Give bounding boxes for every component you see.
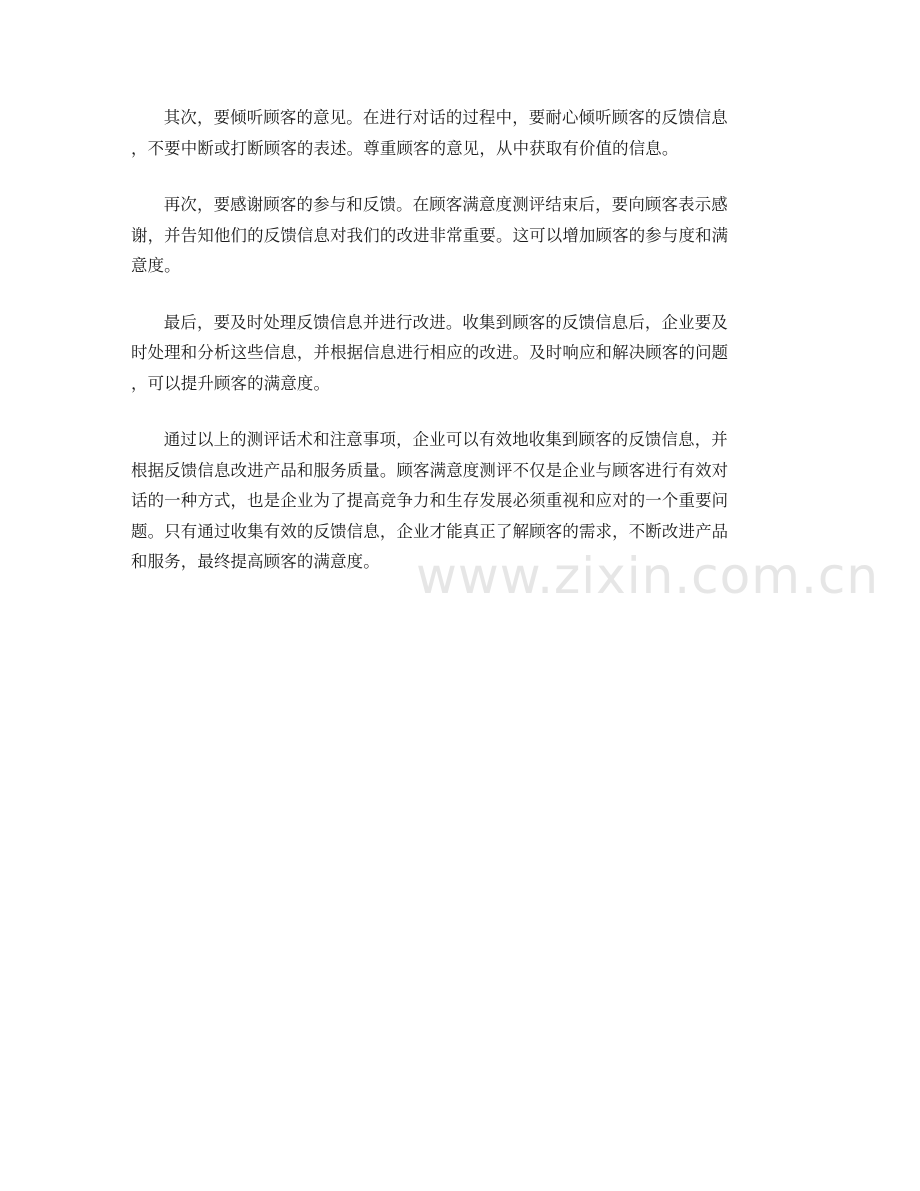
- watermark: www.zixin.com.cn: [416, 547, 880, 605]
- paragraph: 通过以上的测评话术和注意事项，企业可以有效地收集到顾客的反馈信息，并 根据反馈信息改进产品和服务质量。顾客满意度测评不仅是企业与顾客进行有效对 话的一种方式，也是企业为了提高竞争力和生存发展必须重视和应对的一个重要问 题。只有通过收集有效的反馈信息，企业才能真正了解顾客的需求，不断改进产品 和服务，最终提高顾客的满意度。: [131, 430, 729, 571]
- paragraph: 最后，要及时处理反馈信息并进行改进。收集到顾客的反馈信息后，企业要及 时处理和分析这些信息，并根据信息进行相应的改进。及时响应和解决顾客的问题 ，可以提升顾客的满意度。: [131, 312, 729, 393]
- document-body: [131, 103, 787, 604]
- paragraph: 其次，要倾听顾客的意见。在进行对话的过程中，要耐心倾听顾客的反馈信息 ，不要中断或打断顾客的表述。尊重顾客的意见，从中获取有价值的信息。: [131, 108, 728, 158]
- paragraph: 再次，要感谢顾客的参与和反馈。在顾客满意度测评结束后，要向顾客表示感 谢，并告知他们的反馈信息对我们的改进非常重要。这可以增加顾客的参与度和满 意度。: [131, 195, 729, 275]
